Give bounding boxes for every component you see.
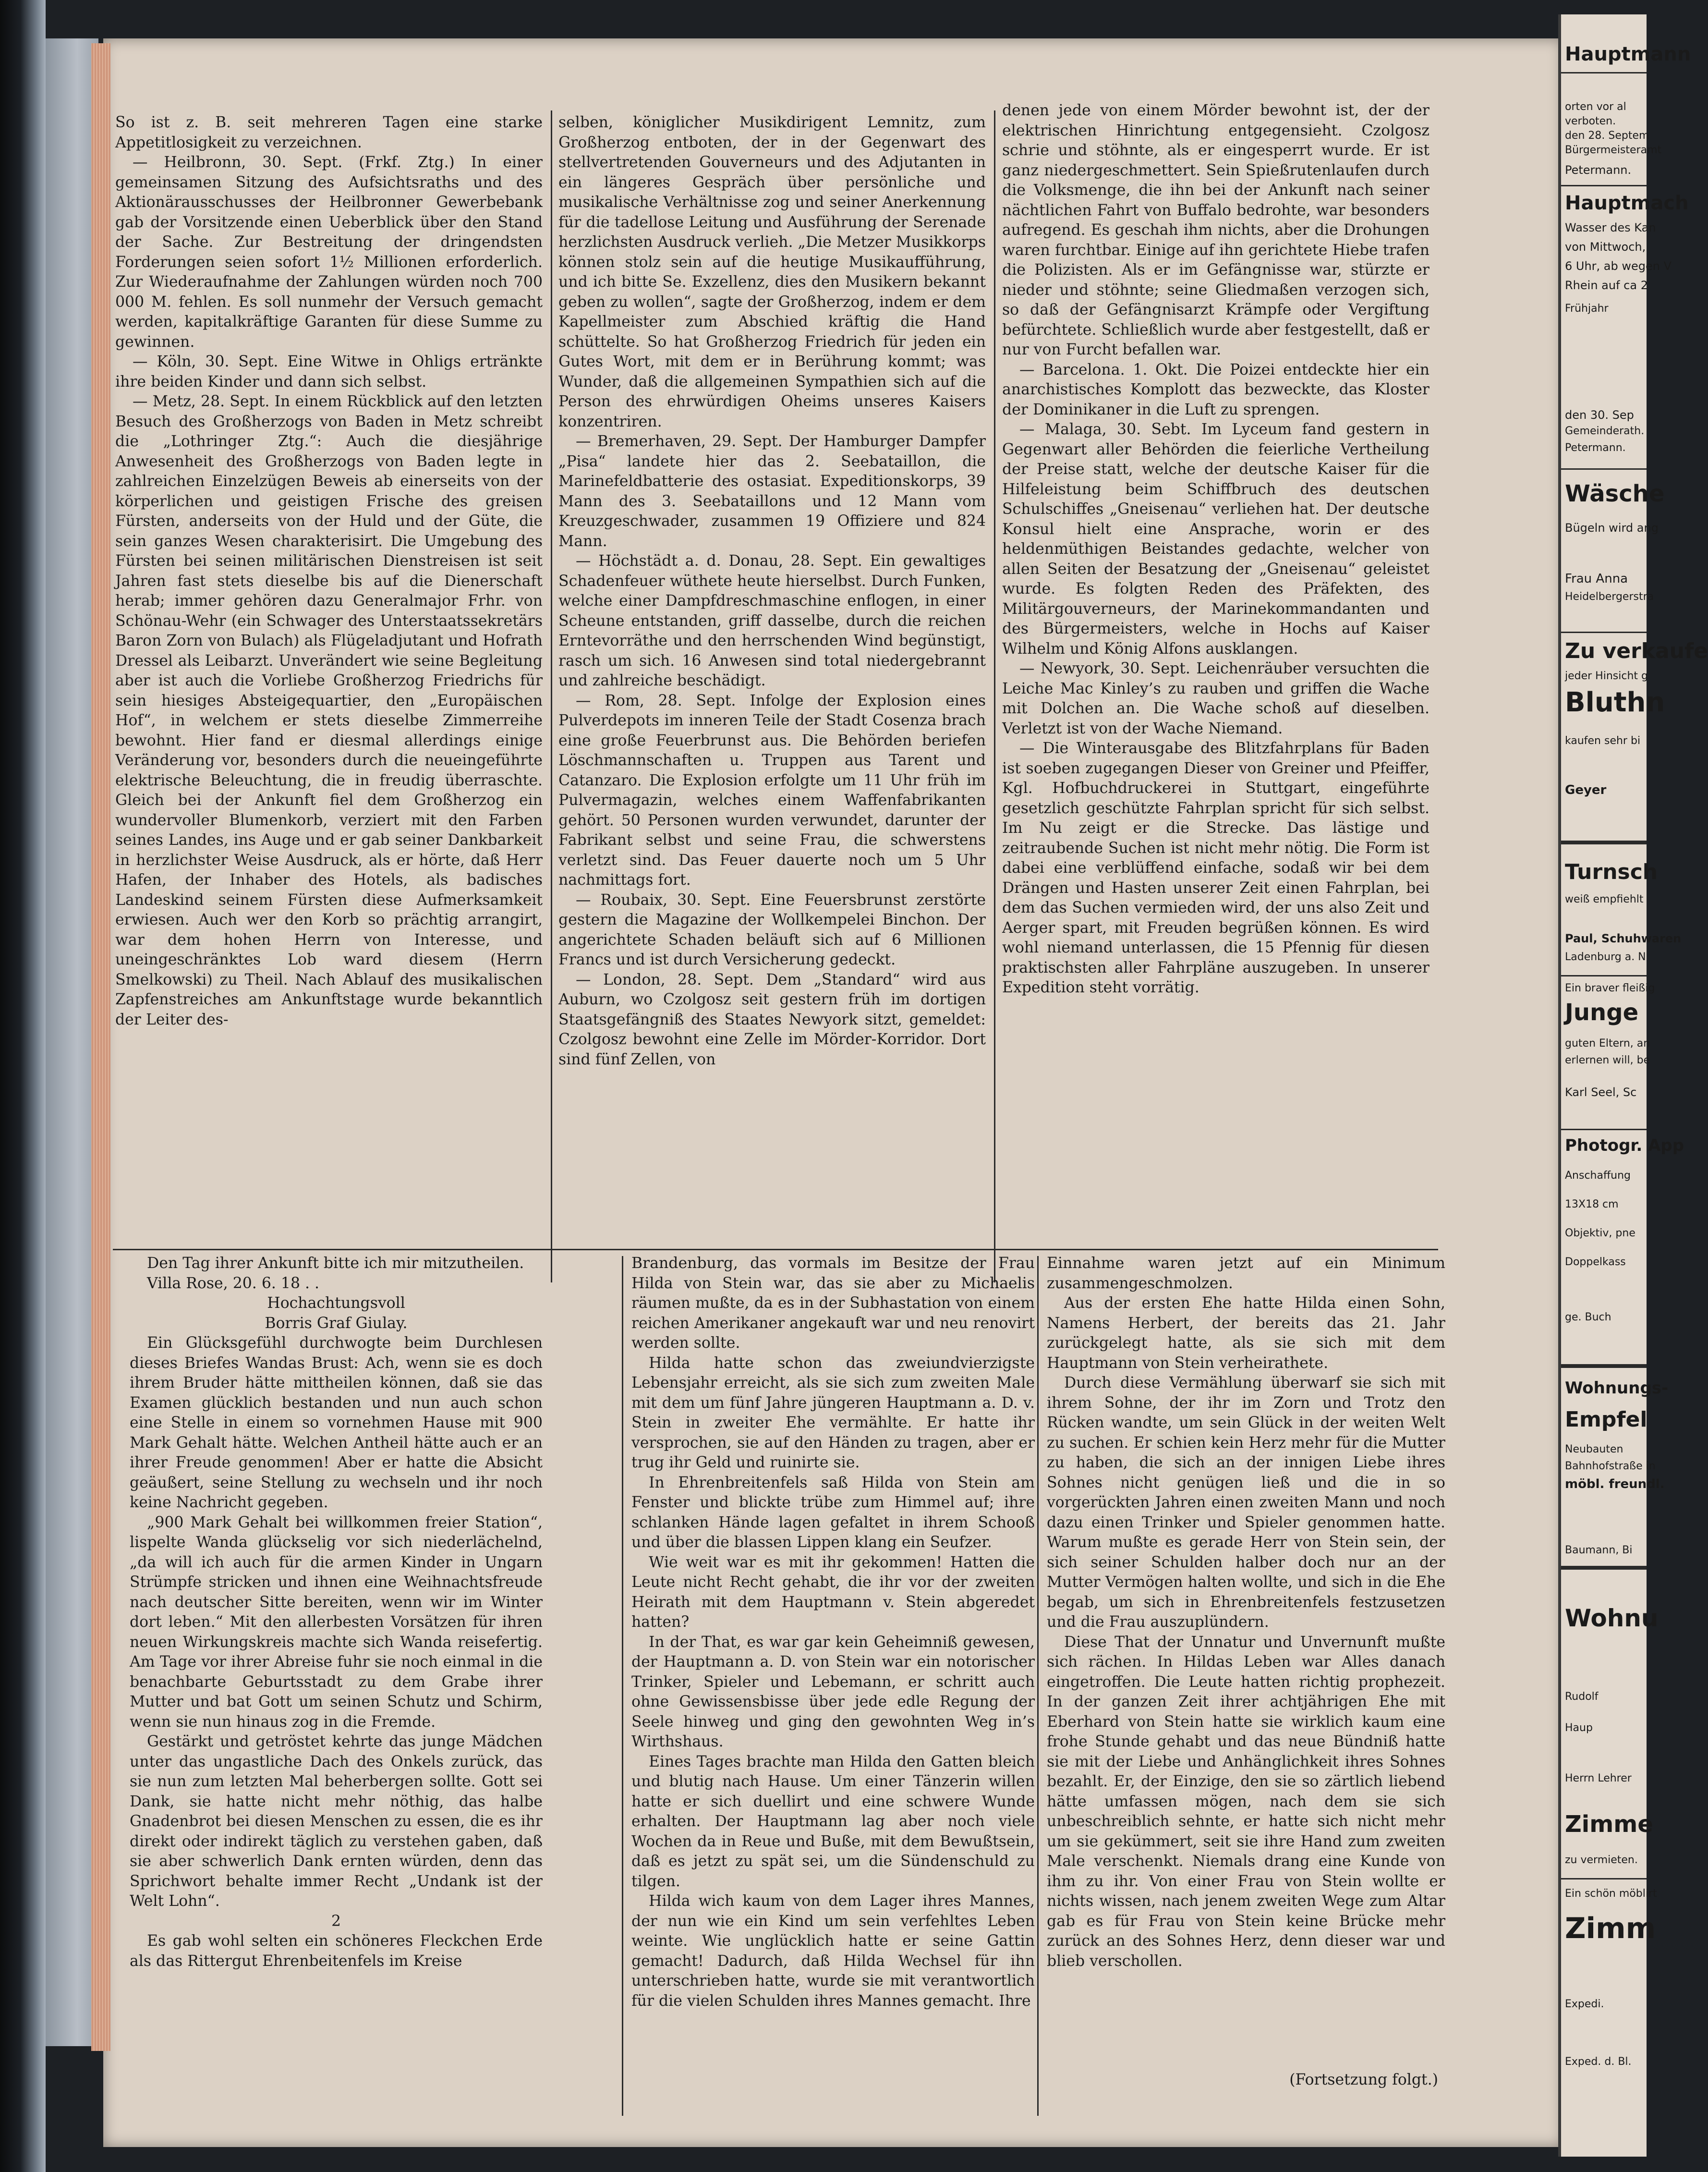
top-column-1 bbox=[115, 113, 543, 1189]
page-edge bbox=[91, 43, 110, 2051]
story-paragraph: Hilda wich kaum von dem Lager ihres Mannes, der nun wie ein Kind um sein verfehltes Leben weinte. Wie unglücklich hatte er seine Gattin gemacht! Dadurch, daß Hilda Wechsel für ihn unterschrieben hatte, wurde sie mit verantwortlich für die vielen Schulden ihres Mannes gemacht. Ihre bbox=[631, 1892, 1035, 2010]
ad-line: Ein braver fleißig bbox=[1565, 982, 1655, 994]
ad-line: verboten. bbox=[1565, 115, 1616, 127]
ad-line: Wäsche bbox=[1565, 480, 1665, 507]
story-paragraph: Ein Glücksgefühl durchwogte beim Durchlesen dieses Briefes Wandas Brust: Ach, wenn sie es doch ihrem Bruder hätte mittheilen können, daß sie das Examen glücklich bestanden und nun auch schon eine Stelle in einem so vornehmen Hause mit 900 Mark Gehalt hätte. Welchen Antheil hätte auch er an ihrer Freude genommen! Aber er hatte die Absicht geäußert, seine Stellung zu wechseln und ihr noch keine Nachricht gegeben. bbox=[130, 1334, 543, 1511]
ad-line: Anschaffung bbox=[1565, 1170, 1631, 1182]
book-binding bbox=[0, 0, 46, 2172]
story-paragraph: Diese That der Unnatur und Unvernunft mußte sich rächen. In Hildas Leben war Alles danach eingetroffen. Die Leute hatten richtig prophezeit. In der ganzen Zeit ihrer achtjährigen Ehe mit Eberhard von Stein hatte sie wirklich kaum eine frohe Stunde gehabt und das neue Bündniß hatte sie mit der Liebe und Anhänglichkeit ihres Sohnes bezahlt. Er, der Einzige, den sie so zärtlich liebend hätte umfassen mögen, nach dem sie sich unbeschreiblich sehnte, er hatte sich nicht mehr um sie gekümmert, seit sie ihre Hand zum zweiten Male verschenkt. Niemals drang eine Kunde von ihm zu ihr. Von einer Frau von Stein wollte er nichts wissen, nach jenem zweiten Wege zum Altar gab es für Frau von Stein keine Brücke mehr zurück an des Sohnes Herz, denn dieser war und blieb verschollen. bbox=[1047, 1633, 1445, 1970]
ad-line: Ladenburg a. N bbox=[1565, 951, 1646, 963]
letter-closing: Hochachtungsvoll bbox=[267, 1294, 405, 1312]
ad-line: Geyer bbox=[1565, 783, 1607, 797]
ad-divider bbox=[1561, 632, 1647, 633]
ad-line: von Mittwoch, bbox=[1565, 240, 1646, 254]
story-paragraph: Wie weit war es mit ihr gekommen! Hatten die Leute nicht Recht gehabt, die ihr vor der zweiten Heirath mit dem Hauptmann v. Stein abgeredet hatten? bbox=[631, 1553, 1035, 1631]
continuation-note bbox=[1208, 2070, 1438, 2094]
ad-line: 13X18 cm bbox=[1565, 1198, 1619, 1210]
bottom-column-2 bbox=[631, 1254, 1035, 2109]
story-paragraph: Eines Tages brachte man Hilda den Gatten bleich und blutig nach Hause. Um einer Tänzerin willen hatte er sich duellirt und eine schwere Wunde erhalten. Der Hauptmann lag aber noch viele Wochen da in Reue und Buße, mit dem Bewußtsein, daß es jetzt zu spät sei, um die Sündenschuld zu tilgen. bbox=[631, 1753, 1035, 1890]
ad-line: Wohnu bbox=[1565, 1604, 1659, 1632]
story-paragraph: Gestärkt und getröstet kehrte das junge Mädchen unter das ungastliche Dach des Onkels zurück, das sie nun zum letzten Mal beherbergen sollte. Gott sei Dank, sie hatte nicht mehr nöthig, das halbe Gnadenbrot bei diesen Menschen zu essen, die es ihr direkt oder indirekt täglich zu verstehen gaben, daß sie aber schwerlich Dank ernten würden, denn das Sprichwort behalte immer Recht „Undank ist der Welt Lohn“. bbox=[130, 1733, 543, 1910]
article-london: — London, 28. Sept. Dem „Standard“ wird aus Auburn, wo Czolgosz seit gestern früh im dortigen Staatsgefängniß des Staates Newyork sitzt, gemeldet: Czolgosz bewohnt eine Zelle im Mörder-Korridor. Dort sind fünf Zellen, von bbox=[558, 971, 986, 1068]
ad-divider bbox=[1561, 72, 1647, 73]
ad-line: Petermann. bbox=[1565, 442, 1626, 454]
ad-line: Rhein auf ca 2 bbox=[1565, 279, 1648, 292]
ad-line: Frühjahr bbox=[1565, 303, 1609, 315]
story-paragraph: In Ehrenbreitenfels saß Hilda von Stein am Fenster und blickte trübe zum Himmel auf; ihre schlanken Hände lagen gefaltet in ihrem Schooß und über die blassen Lippen klang ein Seufzer. bbox=[631, 1474, 1035, 1551]
column-rule bbox=[994, 110, 995, 1282]
ad-line: Neubauten bbox=[1565, 1443, 1623, 1455]
ad-line: Baumann, Bi bbox=[1565, 1544, 1633, 1556]
ad-line: Karl Seel, Sc bbox=[1565, 1086, 1637, 1099]
ad-line: Expedi. bbox=[1565, 1998, 1604, 2010]
article-metz: — Metz, 28. Sept. In einem Rückblick auf den letzten Besuch des Großherzogs von Baden in Metz schreibt die „Lothringer Ztg.“: Auch die diesjährige Anwesenheit des Großherzogs von Baden legte in zahlreichen Einzelzügen Beweis ab einerseits von der körperlichen und geistigen Frische des greisen Fürsten, anderseits von der Huld und der Güte, die sein ganzes Wesen charakterisirt. Die Umgebung des Fürsten bei seinen militärischen Dienstreisen ist seit Jahren fast stets dieselbe bis auf die Dienerschaft herab; immer gehören dazu Generalmajor Frhr. von Schönau-Wehr (ein Schwager des Unterstaatssekretärs Baron Zorn von Bulach) als Flügeladjutant und Hofrath Dressel als Leibarzt. Unverändert wie seine Begleitung aber ist auch die Vorliebe Großherzog Friedrichs für sein hiesiges Absteigequartier, den „Europäischen Hof“, in welchem er stets dieselbe Zimmerreihe bewohnt. Hier fand er diesmal allerdings einige Veränderung vor, besonders durch die neueingeführte elektrische Beleuchtung, die in freudig überraschte. Gleich bei der Ankunft fiel dem Großherzog ein wundervoller Blumenkorb, verziert mit den Farben seines Landes, ins Auge und er gab seiner Dankbarkeit in herzlichster Weise Ausdruck, als er hörte, daß Herr Hafen, der Inhaber des Hotels, als badisches Landeskind seinem Fürsten diese Aufmerksamkeit erwiesen. Auch wer den Korb so prächtig arrangirt, war dem hohen Herrn von Interesse, und uneingeschränktes Lob ward diesem (Herrn Smelkowski) zu Theil. Nach Ablauf des musikalischen Zapfenstreiches am Ankunftstage wurde bekanntlich der Leiter des- bbox=[115, 393, 543, 1028]
ad-divider bbox=[1561, 975, 1647, 976]
article-paragraph: selben, königlicher Musikdirigent Lemnitz, zum Großherzog entboten, der in der Gegenwart des stellvertretenden Gouverneurs und des Adjutanten in ein längeres Gespräch über persönliche und musikalische Verhältnisse zog und seiner Anerkennung für die tadellose Leitung und Ausführung der Serenade herzlichsten Ausdruck verlieh. „Die Metzer Musikkorps können stolz sein auf die heutige Musikaufführung, und ich bitte Se. Exzellenz, dies den Musikern bekannt geben zu wollen“, sagte der Großherzog, indem er dem Kapellmeister zum Abschied kräftig die Hand schüttelte. So hat Großherzog Friedrich für jeden ein Gutes Wort, mit dem er in Berührung kommt; was Wunder, daß die allgemeinen Sympathien sich auf die Person des ehrwürdigen Oheims unseres Kaisers konzentriren. bbox=[558, 114, 986, 430]
ad-line: Doppelkass bbox=[1565, 1256, 1626, 1268]
ad-line: weiß empfiehlt bbox=[1565, 893, 1644, 905]
article-malaga: — Malaga, 30. Sebt. Im Lyceum fand gestern in Gegenwart aller Behörden die feierliche Vertheilung der Preise statt, welche der deutsche Kaiser für die Hilfeleistung beim Schiffbruch des deutschen Schulschiffes „Gneisenau“ verliehen hat. Der deutsche Konsul hielt eine Ansprache, worin er des heldenmüthigen Beistandes gedachte, welcher von allen Seiten der Besatzung der „Gneisenau“ geleistet wurde. Es folgten Reden des Präfekten, des Militärgouverneurs, der Marinekommandanten und des Bürgermeisters, welche in Hochs auf Kaiser Wilhelm und König Alfons ausklangen. bbox=[1002, 421, 1429, 658]
article-rom: — Rom, 28. Sept. Infolge der Explosion eines Pulverdepots im inneren Teile der Stadt Cosenza brach eine große Feuerbrunst aus. Die Behörden beriefen Löschmannschaften u. Truppen aus Tarent und Catanzaro. Die Explosion erfolgte um 11 Uhr früh im Pulvermagazin, welches einem Waffenfabrikanten gehört. 50 Personen wurden verwundet, darunter der Fabrikant selbst und seine Frau, die schwerstens verletzt sind. Das Feuer dauerte noch um 5 Uhr nachmittags fort. bbox=[558, 692, 986, 889]
story-paragraph: Aus der ersten Ehe hatte Hilda einen Sohn, Namens Herbert, der bereits das 21. Jahr zurückgelegt hatte, als sie sich mit dem Hauptmann von Stein verheirathete. bbox=[1047, 1294, 1445, 1372]
ad-line: Photogr. App bbox=[1565, 1136, 1684, 1155]
ad-line: orten vor al bbox=[1565, 101, 1626, 113]
ad-line: Paul, Schuhwaren bbox=[1565, 932, 1682, 945]
ad-line: Zimme bbox=[1565, 1811, 1653, 1838]
column-rule bbox=[551, 110, 552, 1282]
chapter-number: 2 bbox=[331, 1912, 341, 1930]
ad-line: guten Eltern, an bbox=[1565, 1037, 1650, 1049]
ad-line: Rudolf bbox=[1565, 1691, 1599, 1703]
letter-opening: Den Tag ihrer Ankunft bitte ich mir mitzutheilen. bbox=[147, 1255, 524, 1272]
ad-line: Objektiv, pne bbox=[1565, 1227, 1635, 1239]
ad-divider bbox=[1561, 185, 1647, 186]
bottom-column-1 bbox=[130, 1254, 543, 2109]
letter-place-date: Villa Rose, 20. 6. 18 . . bbox=[147, 1274, 320, 1292]
article-hoechstaedt: — Höchstädt a. d. Donau, 28. Sept. Ein gewaltiges Schadenfeuer wüthete heute hierselbst. Durch Funken, welche einer Dampfdreschmaschine enflogen, in einer Scheune entstanden, griff dasselbe, durch die reichen Erntevorräthe und den herrschenden Wind begünstigt, rasch um sich. 16 Anwesen sind total niedergebrannt und zahlreiche beschädigt. bbox=[558, 552, 986, 689]
column-rule bbox=[1037, 1256, 1039, 2116]
ad-line: Hauptmach bbox=[1565, 192, 1689, 214]
ad-line: Frau Anna bbox=[1565, 572, 1628, 586]
adjacent-page-ads bbox=[1558, 14, 1708, 2157]
bottom-column-3 bbox=[1047, 1254, 1445, 2109]
story-paragraph: Einnahme waren jetzt auf ein Minimum zusammengeschmolzen. bbox=[1047, 1255, 1445, 1292]
ad-line: Junge bbox=[1565, 999, 1639, 1026]
ad-divider bbox=[1561, 1566, 1647, 1570]
article-barcelona: — Barcelona. 1. Okt. Die Poizei entdeckte hier ein anarchistisches Komplott das bezweckte, das Kloster der Dominikaner in die Luft zu sprengen. bbox=[1002, 361, 1429, 418]
ad-line: Bahnhofstraße in bbox=[1565, 1460, 1656, 1472]
ad-line: den 30. Sep bbox=[1565, 408, 1634, 422]
ad-line: Turnsch bbox=[1565, 860, 1658, 884]
ad-line: Bügeln wird ang bbox=[1565, 521, 1659, 535]
article-bremerhaven: — Bremerhaven, 29. Sept. Der Hamburger Dampfer „Pisa“ landete hier das 2. Seebataillon, die Marinefeldbatterie des ostasiat. Expeditionskorps, 39 Mann des 3. Seebataillons und 12 Mann vom Kreuzgeschwader, zusammen 19 Offiziere und 824 Mann. bbox=[558, 433, 986, 550]
ad-line: Zu verkaufe bbox=[1565, 639, 1708, 663]
newspaper-page bbox=[103, 38, 1563, 2147]
ad-line: Herrn Lehrer bbox=[1565, 1772, 1632, 1784]
article-paragraph: denen jede von einem Mörder bewohnt ist, der der elektrischen Hinrichtung entgegensieht. Czolgosz schrie und stöhnte, als er eingesperrt wurde. Er ist ganz niedergeschmettert. Sein Spießrutenlaufen durch die Volksmenge, die ihn bei der Ankunft nach seiner nächtlichen Fahrt von Buffalo bedrohte, war besonders aufregend. Es geschah ihm nichts, aber die Drohungen waren furchtbar. Einige auf ihn gerichtete Hiebe trafen die Polizisten. Als er im Gefängnisse war, stürzte er nieder und stöhnte; seine Gliedmaßen verzogen sich, so daß der Gefängnisarzt Krämpfe oder Vergiftung befürchtete. Schließlich wurde aber festgestellt, daß er nur von Furcht befallen war. bbox=[1002, 102, 1429, 358]
ad-line: Petermann. bbox=[1565, 163, 1632, 177]
ad-divider bbox=[1561, 1129, 1647, 1130]
story-paragraph: Durch diese Vermählung überwarf sie sich mit ihrem Sohne, der ihr im Zorn und Trotz den Rücken wandte, um sein Glück in der weiten Welt zu suchen. Er schien kein Herz mehr für die Mutter zu haben, die sich an der innigen Liebe ihres Sohnes nicht genügen ließ und die in so vorgerückten Jahren einen zweiten Mann und noch dazu einen Trinker und Spieler genommen hatte. Warum mußte es gerade Herr von Stein sein, der sich seiner Schulden halber doch nur an der Mutter Vermögen halten wollte, und sich in die Ehe begab, um sich in Ehrenbreitenfels festzusetzen und die Frau auszuplündern. bbox=[1047, 1374, 1445, 1631]
column-rule bbox=[622, 1256, 623, 2116]
ad-divider bbox=[1561, 1364, 1647, 1368]
top-column-2 bbox=[558, 113, 986, 1285]
story-paragraph: In der That, es war gar kein Geheimniß gewesen, der Hauptmann a. D. von Stein war ein notorischer Trinker, Spieler und Lebemann, er schritt auch ohne Gewissensbisse über jede edle Regung der Seele hinweg und ging den gewohnten Weg in’s Wirthshaus. bbox=[631, 1633, 1035, 1750]
ad-line: ge. Buch bbox=[1565, 1311, 1611, 1323]
article-fahrplan: — Die Winterausgabe des Blitzfahrplans für Baden ist soeben zugegangen Dieser von Greiner und Pfeiffer, Kgl. Hofbuchdruckerei in Stuttgart, eingeführte gesetzlich geschützte Fahrplan spricht für sich selbst. Im Nu zeigt er die Strecke. Das lästige und zeitraubende Suchen ist nicht mehr nötig. Die Form ist dabei eine verblüffend einfache, sodaß wir bei dem Drängen und Hasten unserer Zeit einen Fahrplan, bei dem das Suchen vermieden wird, der uns also Zeit und Aerger spart, mit Freuden begrüßen können. Es wird wohl niemand unterlassen, die 15 Pfennig für diesen praktischsten aller Fahrpläne auszugeben. In unserer Expedition steht vorrätig. bbox=[1002, 740, 1429, 996]
ad-line: Exped. d. Bl. bbox=[1565, 2056, 1632, 2068]
article-heilbronn: — Heilbronn, 30. Sept. (Frkf. Ztg.) In einer gemeinsamen Sitzung des Aufsichtsraths und des Aktionärausschusses der Heilbronner Gewerbebank gab der Vorsitzende einen Ueberblick über den Stand der Sache. Zur Bestreitung der dringendsten Forderungen seien sofort 1½ Millionen erforderlich. Zur Wiederaufnahme der Zahlungen würden noch 700 000 M. fehlen. Es soll nunmehr der Versuch gemacht werden, kapitalkräftige Garanten für diese Summe zu gewinnen. bbox=[115, 154, 543, 351]
ad-line: Bluthn bbox=[1565, 687, 1665, 718]
ad-line: Bürgermeisteramt bbox=[1565, 144, 1662, 156]
ad-divider bbox=[1561, 1878, 1647, 1879]
ad-line: Haup bbox=[1565, 1722, 1593, 1734]
ad-line: möbl. freundl. bbox=[1565, 1477, 1665, 1491]
ad-line: kaufen sehr bi bbox=[1565, 735, 1641, 747]
ad-line: 6 Uhr, ab wegen V bbox=[1565, 259, 1672, 273]
ad-line: erlernen will, be bbox=[1565, 1054, 1650, 1066]
ad-line: Zimm bbox=[1565, 1912, 1656, 1945]
article-roubaix: — Roubaix, 30. Sept. Eine Feuersbrunst zerstörte gestern die Magazine der Wollkempelei Binchon. Der angerichtete Schaden beläuft sich auf 6 Millionen Francs und ist durch Versicherung gedeckt. bbox=[558, 891, 986, 968]
binding-board bbox=[46, 38, 98, 2046]
article-koeln: — Köln, 30. Sept. Eine Witwe in Ohligs ertränkte ihre beiden Kinder und dann sich selbst. bbox=[115, 353, 543, 390]
article-newyork: — Newyork, 30. Sept. Leichenräuber versuchten die Leiche Mac Kinley’s zu rauben und griffen die Wache mit Dolchen an. Die Wache schoß auf dieselben. Verletzt ist von der Wache Niemand. bbox=[1002, 660, 1429, 737]
ad-line: zu vermieten. bbox=[1565, 1854, 1638, 1866]
letter-signature: Borris Graf Giulay. bbox=[265, 1314, 408, 1332]
ad-divider bbox=[1561, 841, 1647, 844]
story-paragraph: „900 Mark Gehalt bei willkommen freier Station“, lispelte Wanda glückselig vor sich niederlächelnd, „da will ich auch für die armen Kinder in Ungarn Strümpfe stricken und ihnen eine Weihnachtsfreude nach deutscher Sitte bereiten, wenn wir im Winter dort leben.“ Mit den allerbesten Vorsätzen für ihren neuen Wirkungskreis machte sich Wanda reisefertig. Am Tage vor ihrer Abreise fuhr sie noch einmal in die benachbarte Geburtsstadt zu dem Grabe ihrer Mutter und bat Gott um seinen Schutz und Schirm, wenn sie nun hinaus zog in die Fremde. bbox=[130, 1513, 543, 1731]
story-paragraph: Hilda hatte schon das zweiundvierzigste Lebensjahr erreicht, als sie sich zum zweiten Male mit dem um fünf Jahre jüngeren Hauptmann a. D. v. Stein in zweiter Ehe vermählte. Er hatte ihr versprochen, sie auf den Händen zu tragen, aber er trug ihr Geld und ruinirte sie. bbox=[631, 1354, 1035, 1471]
article-paragraph: So ist z. B. seit mehreren Tagen eine starke Appetitlosigkeit zu verzeichnen. bbox=[115, 114, 543, 151]
ad-line: Ein schön möblirt bbox=[1565, 1888, 1657, 1900]
section-divider bbox=[113, 1249, 1438, 1250]
ad-line: Heidelbergerstra bbox=[1565, 591, 1654, 603]
ad-line: Gemeinderath. bbox=[1565, 425, 1645, 437]
ad-line: Wohnungs- bbox=[1565, 1379, 1669, 1398]
ad-line: Hauptmann bbox=[1565, 43, 1691, 65]
story-paragraph: Es gab wohl selten ein schöneres Fleckchen Erde als das Rittergut Ehrenbeitenfels im Kreise bbox=[130, 1932, 543, 1970]
ad-divider bbox=[1561, 468, 1647, 470]
ad-line: jeder Hinsicht g bbox=[1565, 670, 1648, 682]
top-column-3 bbox=[1002, 101, 1429, 1282]
ad-line: den 28. Septem bbox=[1565, 130, 1649, 142]
fortsetzung-folgt: (Fortsetzung folgt.) bbox=[1289, 2071, 1438, 2088]
ad-line: Empfel bbox=[1565, 1407, 1647, 1432]
story-paragraph: Brandenburg, das vormals im Besitze der Frau Hilda von Stein war, das sie aber zu Michaelis räumen mußte, da es in der Subhastation von einem reichen Amerikaner angekauft war und neu renovirt werden sollte. bbox=[631, 1255, 1035, 1352]
ad-line: Wasser des Kan bbox=[1565, 221, 1656, 234]
